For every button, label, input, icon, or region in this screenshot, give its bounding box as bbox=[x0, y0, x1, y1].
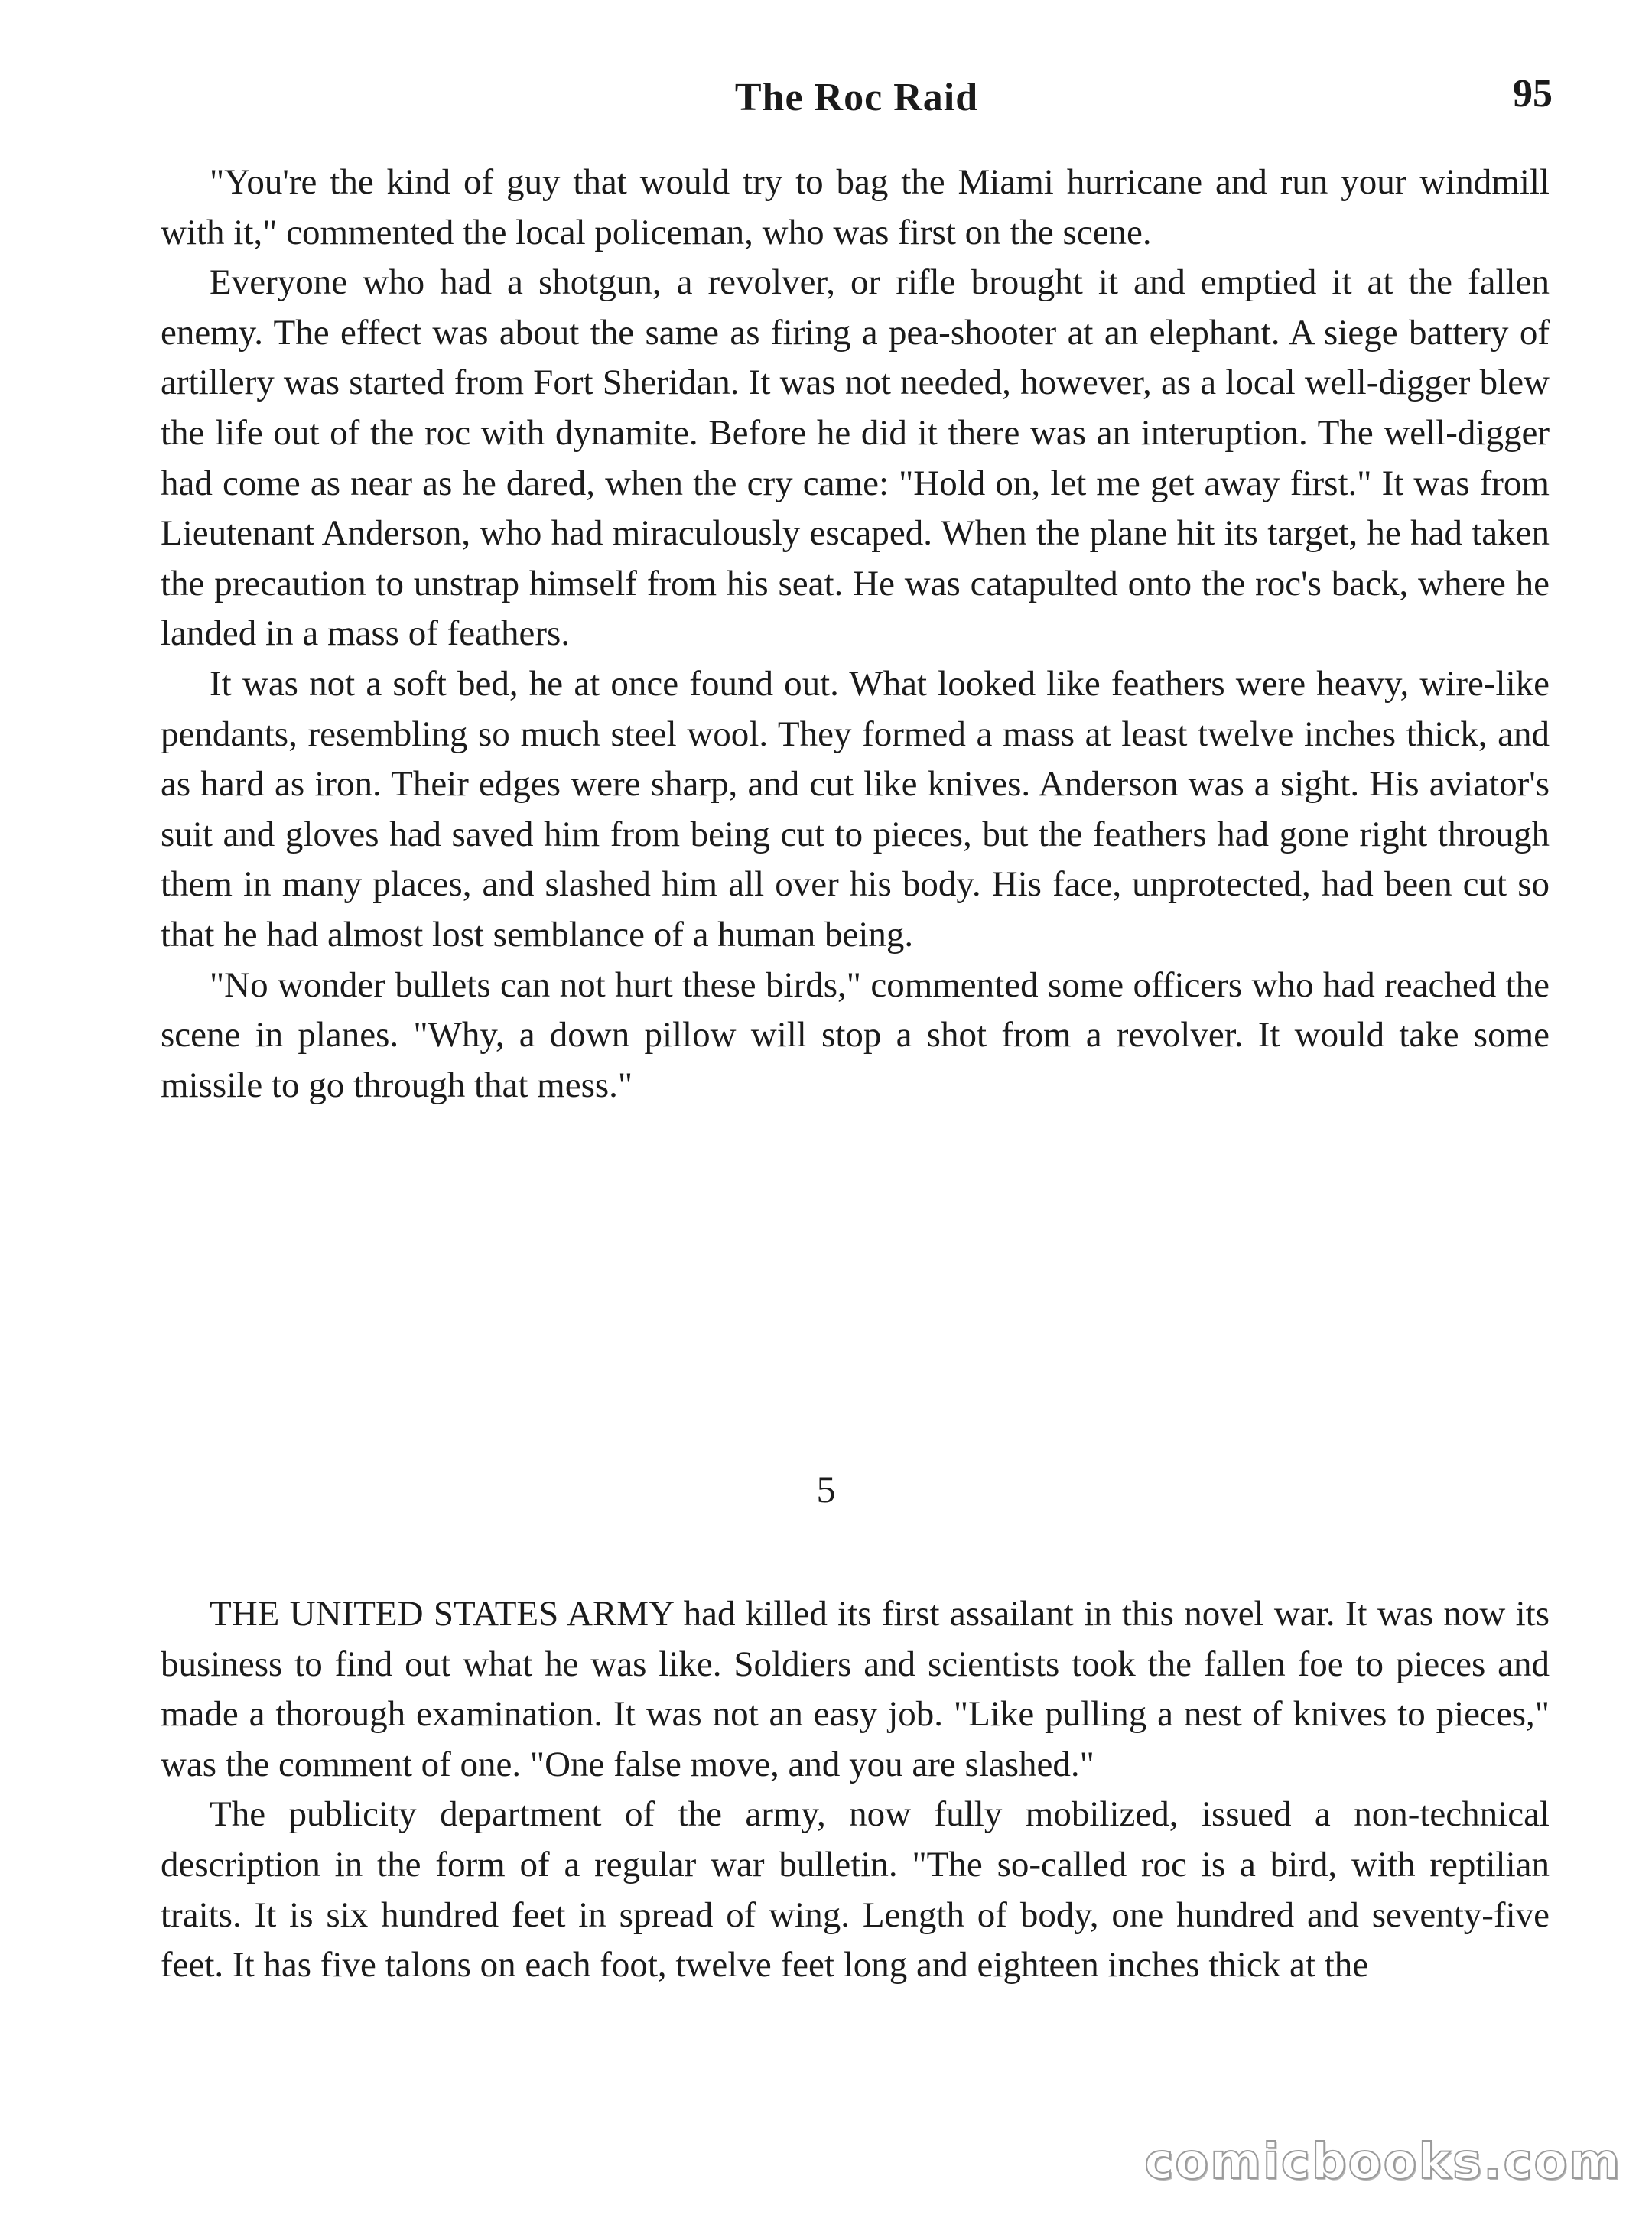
body-text-top bbox=[161, 158, 1550, 1111]
page-header bbox=[161, 67, 1553, 128]
paragraph: The publicity department of the army, now fully mobilized, issued a non-technical description in the form of a regular war bulletin. "The so-called roc is a bird, with reptilian traits. It is six hundred feet in spread of wing. Length of body, one hundred and seventy-five feet. It has five talons on each foot, twelve feet long and eighteen inches thick at the bbox=[161, 1794, 1550, 1985]
running-title: The Roc Raid bbox=[734, 76, 979, 119]
paragraph: It was not a soft bed, he at once found out. What looked like feathers were heavy, wire-like pendants, resembling so much steel wool. They formed a mass at least twelve inches thick, and as hard as iron. Their edges were sharp, and cut like knives. Anderson was a sight. His aviator's suit and gloves had saved him from being cut to pieces, but the feathers had gone right through them in many places, and slashed him all over his body. His face, unprotected, had been cut so that he had almost lost semblance of a human being. bbox=[161, 663, 1550, 955]
paragraph: "You're the kind of guy that would try to bag the Miami hurricane and run your windmill with it," commented the local policeman, who was first on the scene. bbox=[161, 162, 1550, 252]
page-number: 95 bbox=[1513, 72, 1553, 115]
body-text-bottom bbox=[161, 1589, 1550, 1991]
section-number: 5 bbox=[816, 1468, 836, 1511]
paragraph: Everyone who had a shotgun, a revolver, or rifle brought it and emptied it at the fallen enemy. The effect was about the same as firing a pea-shooter at an elephant. A siege battery of artillery was started from Fort Sheridan. It was not needed, however, as a local well-digger blew the life out of the roc with dynamite. Before he did it there was an interuption. The well-digger had come as near as he dared, when the cry came: "Hold on, let me get away first." It was from Lieutenant Anderson, who had miraculously escaped. When the plane hit its target, he had taken the precaution to unstrap himself from his seat. He was catapulted onto the roc's back, where he landed in a mass of feathers. bbox=[161, 262, 1550, 654]
site-watermark: comicbooks.com bbox=[1144, 2134, 1621, 2190]
paragraph: THE UNITED STATES ARMY had killed its first assailant in this novel war. It was now its business to find out what he was like. Soldiers and scientists took the fallen foe to pieces and made a thorough examination. It was not an easy job. "Like pulling a nest of knives to pieces," was the comment of one. "One false move, and you are slashed." bbox=[161, 1594, 1550, 1784]
paragraph: "No wonder bullets can not hurt these birds," commented some officers who had reached the scene in planes. "Why, a down pillow will stop a shot from a revolver. It would take some missile to go through that mess." bbox=[161, 964, 1550, 1105]
